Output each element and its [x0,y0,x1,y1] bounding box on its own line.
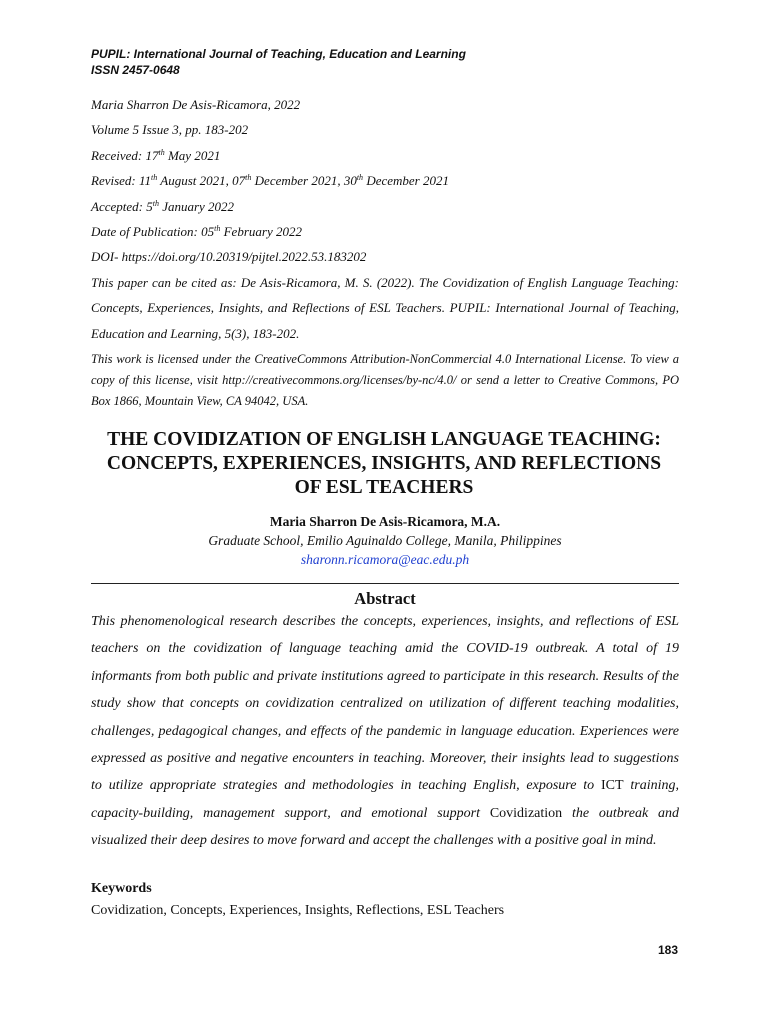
author-affiliation: Graduate School, Emilio Aguinaldo College, Manila, Philippines [208,533,562,548]
journal-name: PUPIL: International Journal of Teaching, Education and Learning [91,47,466,61]
accepted-date: Accepted: 5th January 2022 [91,198,235,214]
journal-header [91,46,466,78]
abstract-text: This phenomenological research describes the concepts, experiences, insights, and reflections of ESL teachers on the covidization of language teaching amid the COVID-19 outbreak. A total of 19 informants from both public and private institutions agreed to participate in this research. Results of the study show that concepts on covidization centralized on utilization of different teaching modalities, challenges, pedagogical changes, and effects of the pandemic in language education. Experiences were expressed as positive and negative encounters in teaching. Moreover, their insights lead to suggestions to utilize appropriate strategies and methodologies in teaching English, exposure to ICT training, capacity-building, management support, and emotional support Covidization the outbreak and visualized their deep desires to move forward and accept the challenges with a positive goal in mind. [91,614,679,849]
author-year: Maria Sharron De Asis-Ricamora, 2022 [91,97,301,112]
paper-title [80,428,688,500]
title-line-3: OF ESL TEACHERS [294,477,474,498]
journal-issn: ISSN 2457-0648 [91,63,180,77]
keywords-heading: Keywords [91,881,152,896]
citation-text: This paper can be cited as: De Asis-Ricamora, M. S. (2022). The Covidization of English Language Teaching: Concepts, Experiences, Insights, and Reflections of ESL Teachers. PUPIL: International Journal of Teaching, Education and Learning, 5(3), 183-202. [91,274,679,341]
publication-date: Date of Publication: 05th February 2022 [91,223,302,239]
doi-link[interactable]: DOI- https://doi.org/10.20319/pijtel.2022.53.183202 [91,249,367,265]
title-line-2: CONCEPTS, EXPERIENCES, INSIGHTS, AND REFLECTIONS [106,453,662,474]
volume-info: Volume 5 Issue 3, pp. 183-202 [91,122,249,138]
author-name: Maria Sharron De Asis-Ricamora, M.A. [269,514,501,529]
author-email-link[interactable]: sharonn.ricamora@eac.edu.ph [300,552,470,567]
license-notice: This work is licensed under the CreativeCommons Attribution-NonCommercial 4.0 International License. To view a copy of this license, visit http://creativecommons.org/licenses/by-nc/4.0/ or send a letter to Creative Commons, PO Box 1866, Mountain View, CA 94042, USA. [91,352,679,408]
abstract-heading: Abstract [354,589,416,608]
author-block [91,512,679,569]
article-metadata [91,92,679,346]
section-divider [91,583,679,584]
revised-dates: Revised: 11th August 2021, 07th December 2021, 30th December 2021 [91,173,449,189]
keywords-text: Covidization, Concepts, Experiences, Insights, Reflections, ESL Teachers [91,903,505,918]
page-number: 183 [657,943,678,957]
title-line-1: THE COVIDIZATION OF ENGLISH LANGUAGE TEACHING: [107,429,661,450]
received-date: Received: 17th May 2021 [91,147,221,163]
